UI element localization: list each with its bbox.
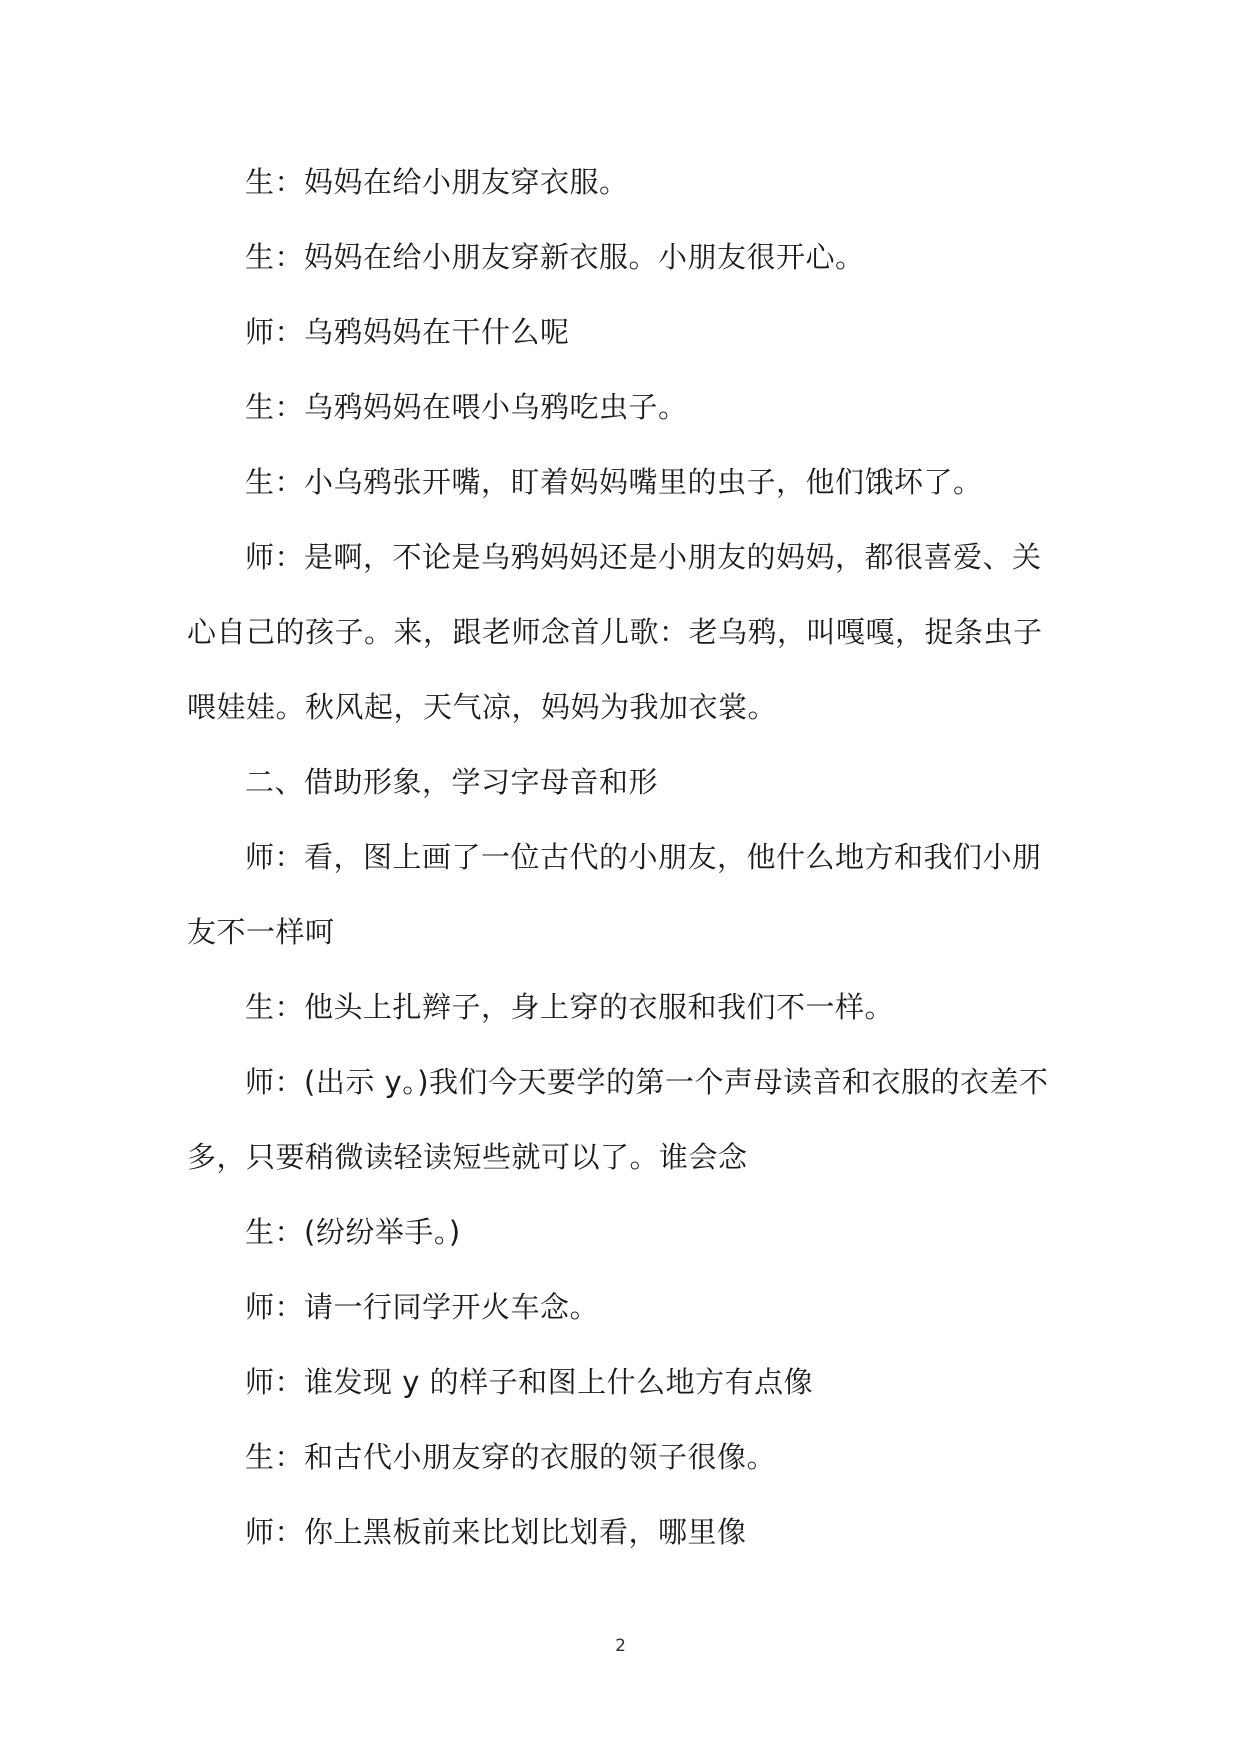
paragraph: 生：妈妈在给小朋友穿新衣服。小朋友很开心。 [245,240,865,274]
paragraph: 生：和古代小朋友穿的衣服的领子很像。 [245,1440,777,1474]
paragraph: 生：(纷纷举手。) [245,1215,461,1249]
paragraph: 师：(出示 y。)我们今天要学的第一个声母读音和衣服的衣差不多，只要稍微读轻读短些就可以了。谁会念 [187,1065,1049,1174]
paragraph: 生：他头上扎辫子，身上穿的衣服和我们不一样。 [245,990,895,1024]
document-body [187,145,1053,1570]
paragraph: 生：乌鸦妈妈在喂小乌鸦吃虫子。 [245,390,688,424]
paragraph: 师：你上黑板前来比划比划看，哪里像 [245,1515,747,1549]
paragraph: 生：妈妈在给小朋友穿衣服。 [245,165,629,199]
paragraph: 师：乌鸦妈妈在干什么呢 [245,315,570,349]
paragraph: 师：看，图上画了一位古代的小朋友，他什么地方和我们小朋友不一样呵 [187,840,1042,949]
paragraph: 生：小乌鸦张开嘴，盯着妈妈嘴里的虫子，他们饿坏了。 [245,465,983,499]
paragraph: 师：谁发现 y 的样子和图上什么地方有点像 [245,1365,814,1399]
page-number: 2 [615,1636,626,1656]
paragraph: 师：是啊，不论是乌鸦妈妈还是小朋友的妈妈，都很喜爱、关心自己的孩子。来，跟老师念首儿歌：老乌鸦，叫嘎嘎，捉条虫子喂娃娃。秋风起，天气凉，妈妈为我加衣裳。 [187,540,1043,724]
paragraph: 师：请一行同学开火车念。 [245,1290,600,1324]
section-heading: 二、借助形象，学习字母音和形 [245,765,659,799]
